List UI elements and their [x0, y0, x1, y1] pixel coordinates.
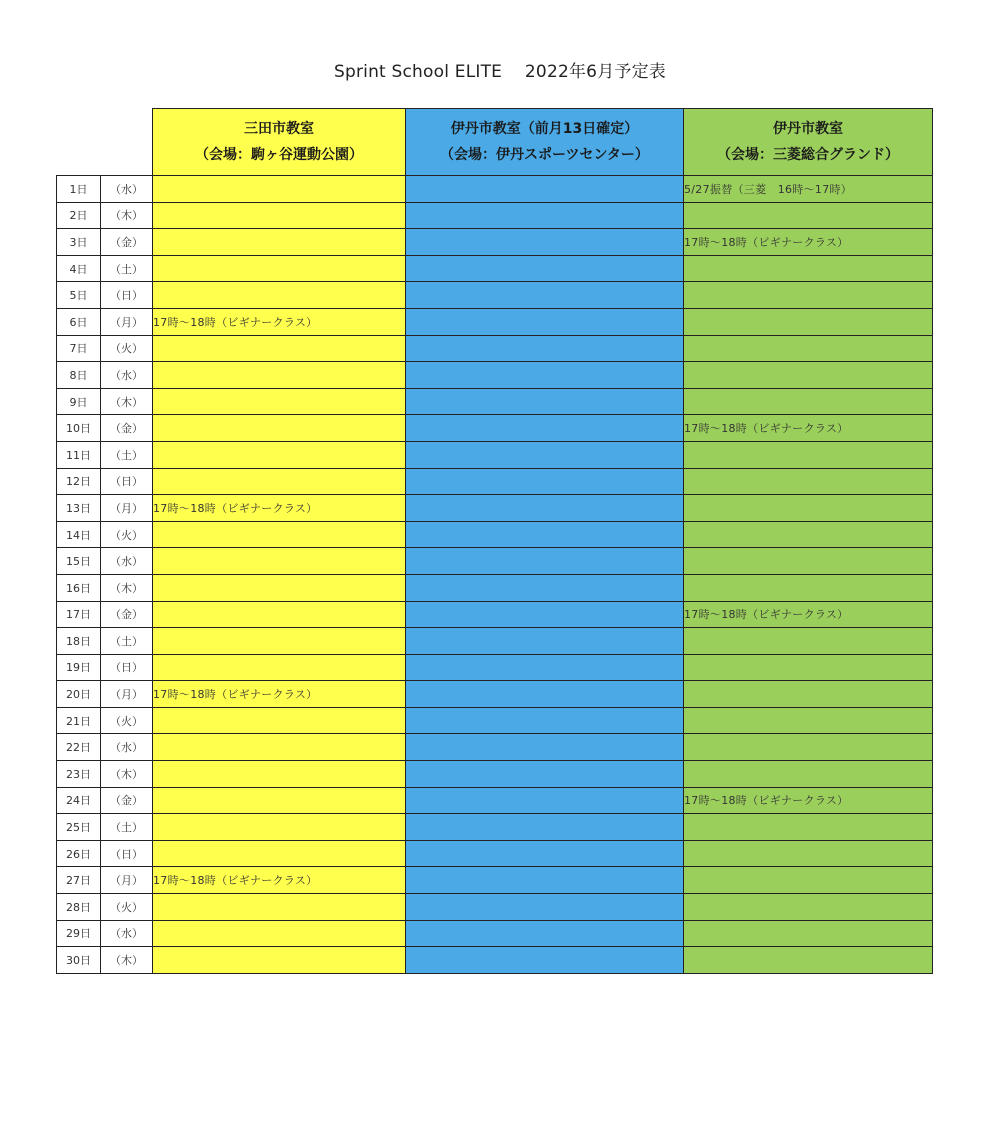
- day-cell: 30日: [57, 947, 101, 974]
- itami-sports-cell: [406, 761, 684, 788]
- itami-mitsubishi-cell: 17時～18時（ビギナークラス）: [684, 601, 933, 628]
- itami-mitsubishi-cell: 5/27振替（三菱 16時～17時）: [684, 176, 933, 203]
- sanda-cell: [153, 947, 406, 974]
- day-cell: 28日: [57, 894, 101, 921]
- sanda-cell: [153, 362, 406, 389]
- table-row: [57, 867, 933, 894]
- itami-mitsubishi-cell: [684, 282, 933, 309]
- itami-sports-cell: [406, 601, 684, 628]
- itami-mitsubishi-cell: [684, 761, 933, 788]
- table-row: [57, 707, 933, 734]
- header-blank-day: [57, 109, 101, 176]
- itami-mitsubishi-cell: [684, 734, 933, 761]
- table-row: [57, 388, 933, 415]
- itami-sports-cell: [406, 255, 684, 282]
- itami-mitsubishi-cell: [684, 468, 933, 495]
- sanda-cell: [153, 388, 406, 415]
- weekday-cell: （日）: [101, 468, 153, 495]
- day-cell: 27日: [57, 867, 101, 894]
- table-row: [57, 787, 933, 814]
- weekday-cell: （日）: [101, 654, 153, 681]
- sanda-cell: [153, 441, 406, 468]
- table-row: [57, 282, 933, 309]
- weekday-cell: （土）: [101, 441, 153, 468]
- venue-place: （会場：三菱総合グランド）: [717, 147, 899, 163]
- sanda-cell: [153, 761, 406, 788]
- itami-mitsubishi-cell: [684, 335, 933, 362]
- table-row: [57, 308, 933, 335]
- weekday-cell: （火）: [101, 521, 153, 548]
- itami-sports-cell: [406, 867, 684, 894]
- itami-mitsubishi-cell: 17時～18時（ビギナークラス）: [684, 229, 933, 256]
- weekday-cell: （木）: [101, 761, 153, 788]
- day-cell: 3日: [57, 229, 101, 256]
- sanda-cell: [153, 335, 406, 362]
- sanda-cell: [153, 787, 406, 814]
- itami-mitsubishi-cell: [684, 947, 933, 974]
- weekday-cell: （日）: [101, 840, 153, 867]
- sanda-cell: [153, 707, 406, 734]
- sanda-cell: [153, 734, 406, 761]
- itami-mitsubishi-cell: [684, 255, 933, 282]
- day-cell: 12日: [57, 468, 101, 495]
- sanda-cell: [153, 415, 406, 442]
- sanda-cell: [153, 468, 406, 495]
- weekday-cell: （水）: [101, 920, 153, 947]
- weekday-cell: （水）: [101, 176, 153, 203]
- table-row: [57, 601, 933, 628]
- itami-mitsubishi-cell: [684, 574, 933, 601]
- itami-sports-cell: [406, 681, 684, 708]
- weekday-cell: （火）: [101, 335, 153, 362]
- day-cell: 5日: [57, 282, 101, 309]
- itami-sports-cell: [406, 947, 684, 974]
- table-row: [57, 255, 933, 282]
- table-row: [57, 362, 933, 389]
- itami-mitsubishi-cell: [684, 362, 933, 389]
- itami-sports-cell: [406, 388, 684, 415]
- venue-header-sanda: [153, 109, 406, 176]
- itami-sports-cell: [406, 628, 684, 655]
- itami-mitsubishi-cell: [684, 814, 933, 841]
- day-cell: 15日: [57, 548, 101, 575]
- day-cell: 22日: [57, 734, 101, 761]
- weekday-cell: （木）: [101, 388, 153, 415]
- itami-sports-cell: [406, 521, 684, 548]
- itami-mitsubishi-cell: [684, 548, 933, 575]
- day-cell: 6日: [57, 308, 101, 335]
- day-cell: 18日: [57, 628, 101, 655]
- day-cell: 17日: [57, 601, 101, 628]
- weekday-cell: （火）: [101, 707, 153, 734]
- day-cell: 21日: [57, 707, 101, 734]
- venue-header-itami-sports-center: [406, 109, 684, 176]
- sanda-cell: [153, 574, 406, 601]
- itami-sports-cell: [406, 495, 684, 522]
- sanda-cell: [153, 654, 406, 681]
- day-cell: 26日: [57, 840, 101, 867]
- weekday-cell: （土）: [101, 628, 153, 655]
- weekday-cell: （月）: [101, 867, 153, 894]
- table-row: [57, 840, 933, 867]
- sanda-cell: [153, 628, 406, 655]
- day-cell: 11日: [57, 441, 101, 468]
- itami-sports-cell: [406, 814, 684, 841]
- sanda-cell: [153, 814, 406, 841]
- table-row: [57, 495, 933, 522]
- itami-sports-cell: [406, 654, 684, 681]
- sanda-cell: [153, 840, 406, 867]
- itami-mitsubishi-cell: [684, 388, 933, 415]
- table-row: [57, 415, 933, 442]
- table-row: [57, 202, 933, 229]
- sanda-cell: 17時～18時（ビギナークラス）: [153, 308, 406, 335]
- venue-name: 伊丹市教室: [773, 121, 843, 137]
- itami-sports-cell: [406, 894, 684, 921]
- sanda-cell: [153, 202, 406, 229]
- table-row: [57, 548, 933, 575]
- table-row: [57, 335, 933, 362]
- day-cell: 29日: [57, 920, 101, 947]
- weekday-cell: （月）: [101, 495, 153, 522]
- weekday-cell: （水）: [101, 362, 153, 389]
- itami-mitsubishi-cell: [684, 920, 933, 947]
- weekday-cell: （水）: [101, 548, 153, 575]
- table-row: [57, 920, 933, 947]
- day-cell: 24日: [57, 787, 101, 814]
- itami-sports-cell: [406, 308, 684, 335]
- day-cell: 16日: [57, 574, 101, 601]
- weekday-cell: （木）: [101, 202, 153, 229]
- table-row: [57, 947, 933, 974]
- sanda-cell: [153, 894, 406, 921]
- venue-name: 伊丹市教室（前月13日確定）: [450, 121, 639, 137]
- weekday-cell: （金）: [101, 601, 153, 628]
- weekday-cell: （金）: [101, 415, 153, 442]
- weekday-cell: （木）: [101, 947, 153, 974]
- itami-mitsubishi-cell: [684, 495, 933, 522]
- sanda-cell: [153, 601, 406, 628]
- sanda-cell: [153, 255, 406, 282]
- weekday-cell: （木）: [101, 574, 153, 601]
- itami-sports-cell: [406, 282, 684, 309]
- table-row: [57, 894, 933, 921]
- sanda-cell: [153, 548, 406, 575]
- table-row: [57, 176, 933, 203]
- table-row: [57, 574, 933, 601]
- itami-sports-cell: [406, 734, 684, 761]
- table-row: [57, 734, 933, 761]
- itami-sports-cell: [406, 362, 684, 389]
- itami-sports-cell: [406, 176, 684, 203]
- weekday-cell: （土）: [101, 814, 153, 841]
- itami-sports-cell: [406, 787, 684, 814]
- itami-mitsubishi-cell: [684, 202, 933, 229]
- weekday-cell: （月）: [101, 681, 153, 708]
- day-cell: 19日: [57, 654, 101, 681]
- weekday-cell: （月）: [101, 308, 153, 335]
- page-title: Sprint School ELITE 2022年6月予定表: [333, 62, 666, 82]
- itami-sports-cell: [406, 202, 684, 229]
- weekday-cell: （土）: [101, 255, 153, 282]
- venue-name: 三田市教室: [244, 121, 314, 137]
- day-cell: 9日: [57, 388, 101, 415]
- table-row: [57, 441, 933, 468]
- itami-mitsubishi-cell: [684, 707, 933, 734]
- header-blank-weekday: [101, 109, 153, 176]
- day-cell: 25日: [57, 814, 101, 841]
- itami-sports-cell: [406, 229, 684, 256]
- table-row: [57, 521, 933, 548]
- table-row: [57, 654, 933, 681]
- table-row: [57, 814, 933, 841]
- itami-mitsubishi-cell: [684, 867, 933, 894]
- itami-sports-cell: [406, 574, 684, 601]
- day-cell: 20日: [57, 681, 101, 708]
- schedule-body: [57, 176, 933, 974]
- sanda-cell: [153, 176, 406, 203]
- day-cell: 13日: [57, 495, 101, 522]
- itami-mitsubishi-cell: [684, 628, 933, 655]
- itami-mitsubishi-cell: [684, 840, 933, 867]
- day-cell: 1日: [57, 176, 101, 203]
- day-cell: 14日: [57, 521, 101, 548]
- table-row: [57, 468, 933, 495]
- day-cell: 7日: [57, 335, 101, 362]
- sanda-cell: [153, 521, 406, 548]
- venue-header-itami-mitsubishi: [684, 109, 933, 176]
- itami-sports-cell: [406, 920, 684, 947]
- weekday-cell: （日）: [101, 282, 153, 309]
- weekday-cell: （水）: [101, 734, 153, 761]
- sanda-cell: [153, 229, 406, 256]
- sanda-cell: [153, 282, 406, 309]
- weekday-cell: （金）: [101, 229, 153, 256]
- sanda-cell: [153, 920, 406, 947]
- itami-sports-cell: [406, 840, 684, 867]
- day-cell: 10日: [57, 415, 101, 442]
- day-cell: 4日: [57, 255, 101, 282]
- sanda-cell: 17時～18時（ビギナークラス）: [153, 495, 406, 522]
- itami-mitsubishi-cell: [684, 654, 933, 681]
- itami-mitsubishi-cell: [684, 681, 933, 708]
- itami-mitsubishi-cell: 17時～18時（ビギナークラス）: [684, 415, 933, 442]
- venue-place: （会場：駒ヶ谷運動公園）: [195, 147, 363, 163]
- table-row: [57, 229, 933, 256]
- itami-mitsubishi-cell: 17時～18時（ビギナークラス）: [684, 787, 933, 814]
- day-cell: 2日: [57, 202, 101, 229]
- table-row: [57, 681, 933, 708]
- itami-sports-cell: [406, 335, 684, 362]
- day-cell: 23日: [57, 761, 101, 788]
- sanda-cell: 17時～18時（ビギナークラス）: [153, 681, 406, 708]
- itami-mitsubishi-cell: [684, 894, 933, 921]
- itami-mitsubishi-cell: [684, 308, 933, 335]
- header-row: [57, 109, 933, 176]
- day-cell: 8日: [57, 362, 101, 389]
- itami-sports-cell: [406, 548, 684, 575]
- itami-mitsubishi-cell: [684, 521, 933, 548]
- itami-mitsubishi-cell: [684, 441, 933, 468]
- table-row: [57, 628, 933, 655]
- itami-sports-cell: [406, 415, 684, 442]
- weekday-cell: （金）: [101, 787, 153, 814]
- weekday-cell: （火）: [101, 894, 153, 921]
- itami-sports-cell: [406, 441, 684, 468]
- sanda-cell: 17時～18時（ビギナークラス）: [153, 867, 406, 894]
- table-row: [57, 761, 933, 788]
- venue-place: （会場：伊丹スポーツセンター）: [440, 147, 649, 163]
- schedule-table: [56, 108, 933, 974]
- itami-sports-cell: [406, 468, 684, 495]
- itami-sports-cell: [406, 707, 684, 734]
